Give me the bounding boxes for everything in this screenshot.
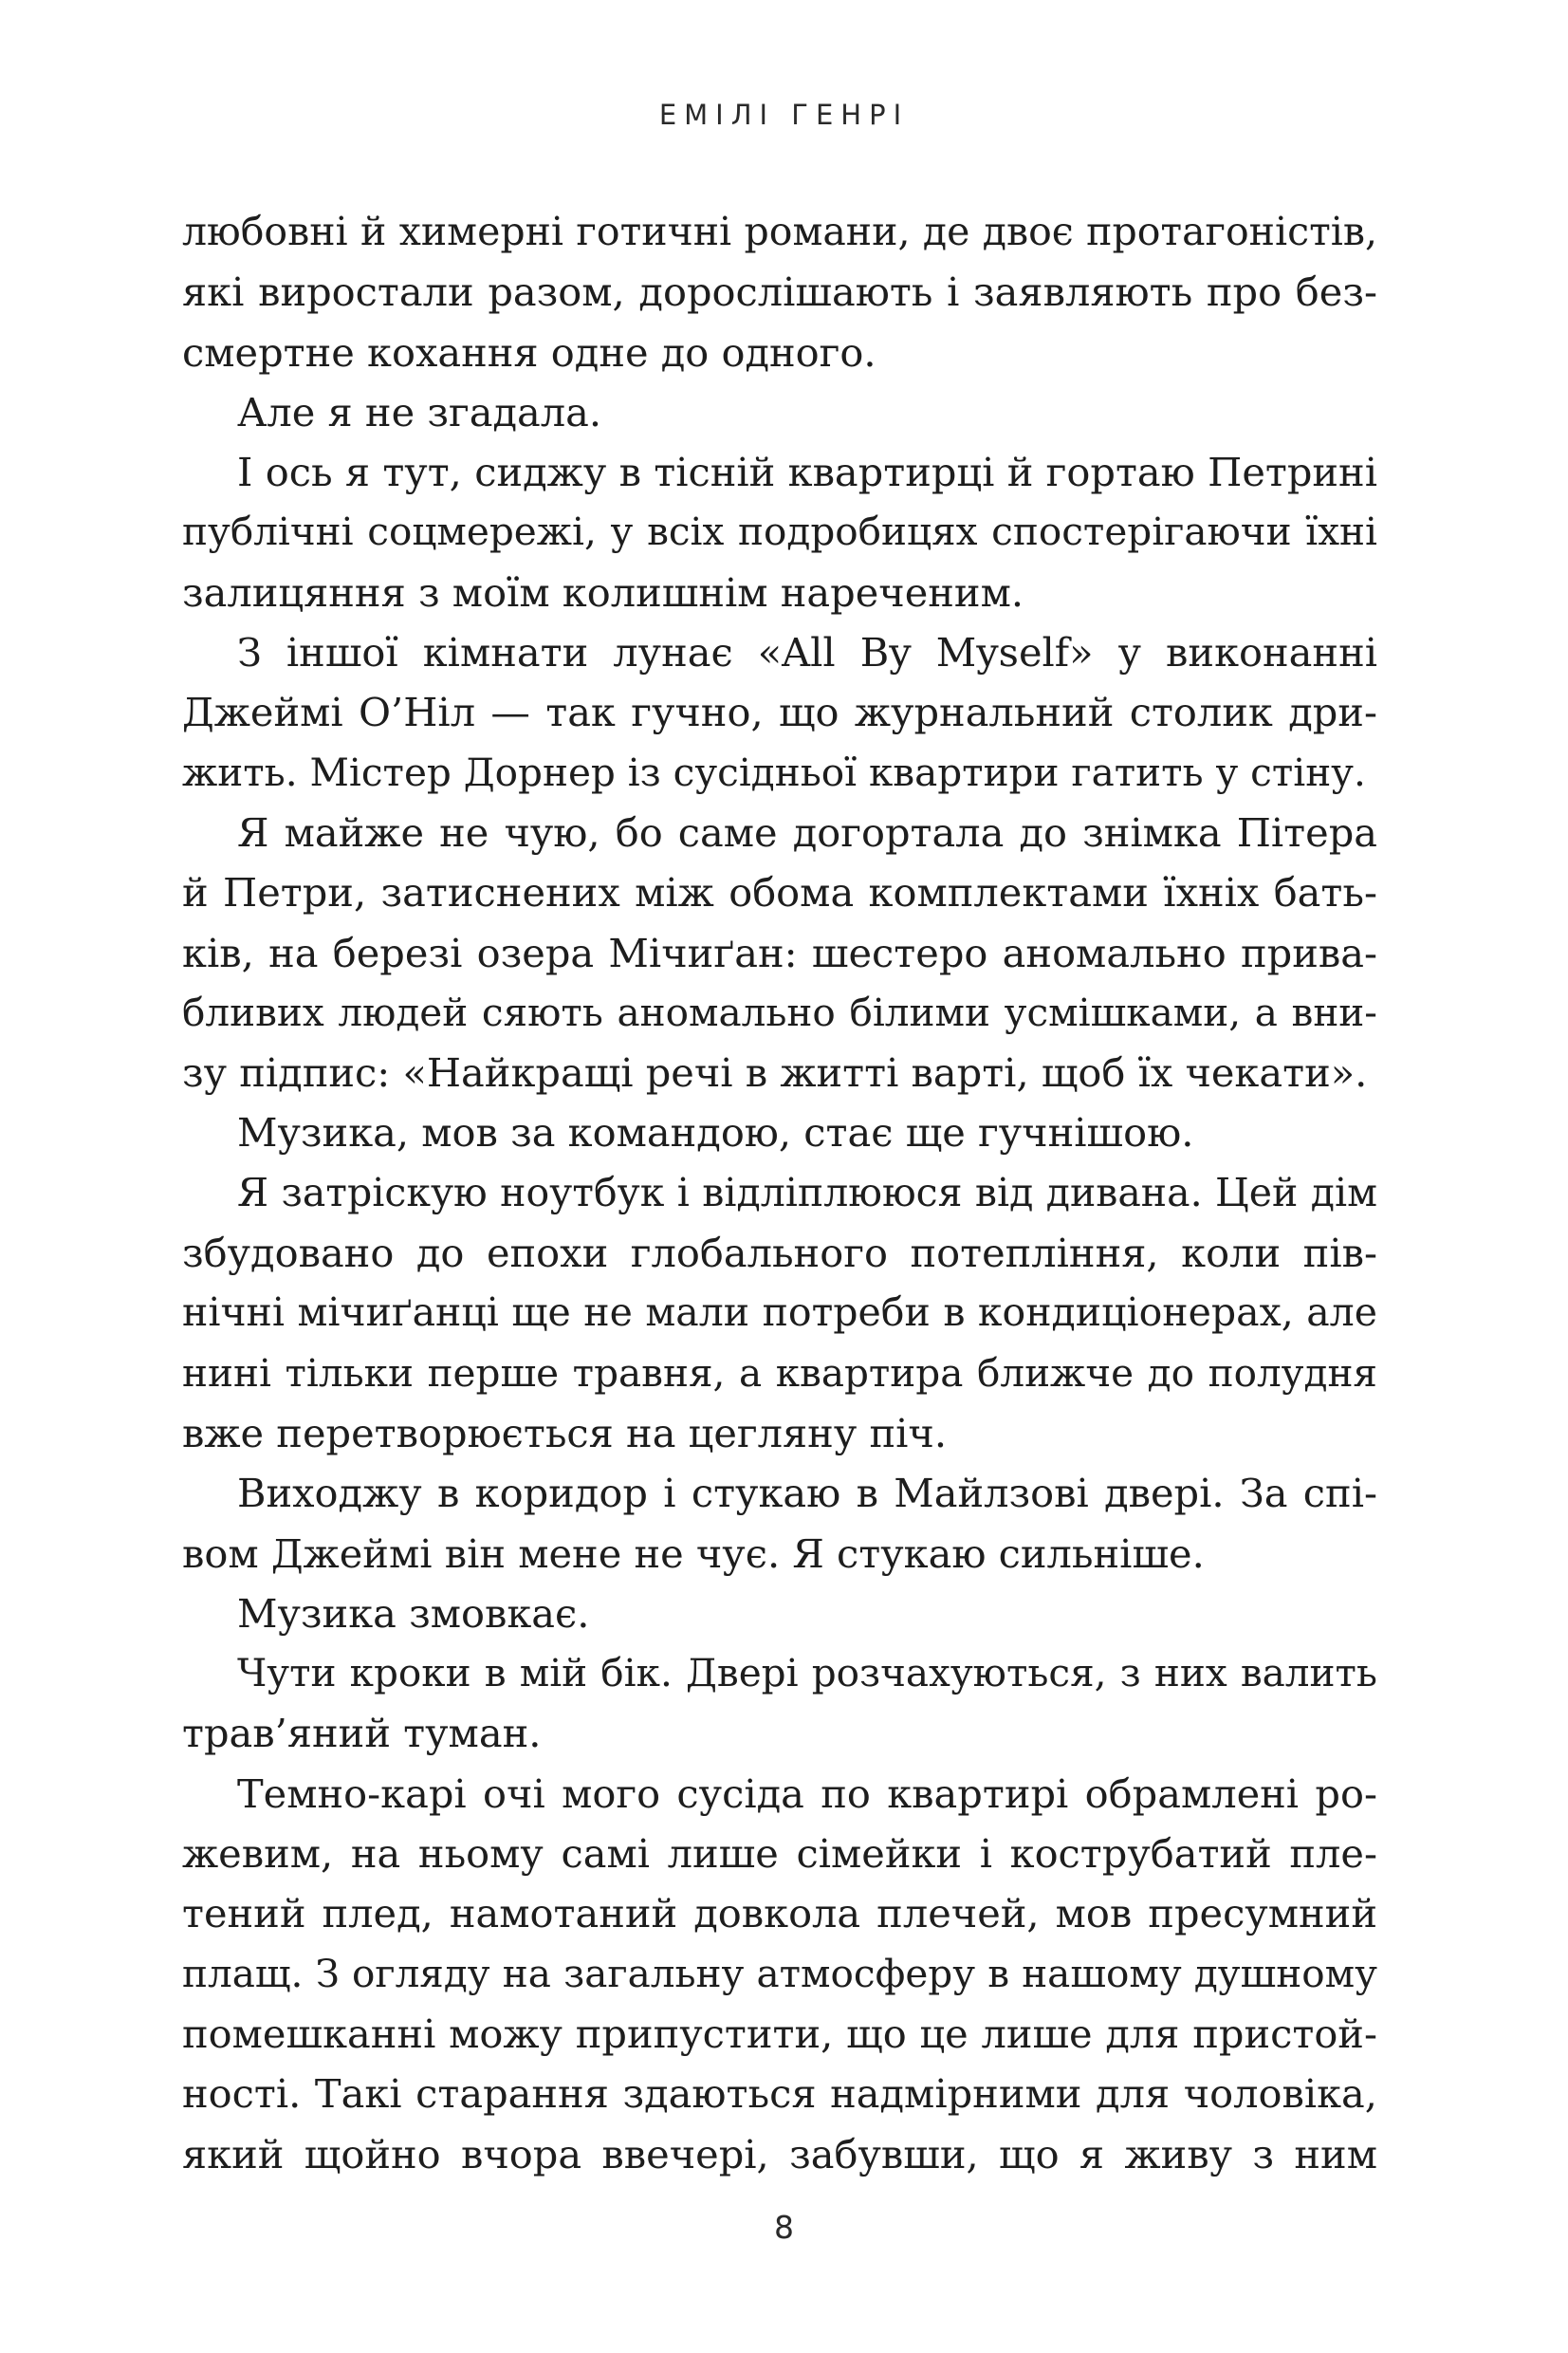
text-line: Я майже не чую, бо саме догортала до знімка Пітера	[237, 808, 1377, 856]
text-line: смертне кохання одне до одного.	[182, 328, 876, 376]
running-header-author: ЕМІЛІ ГЕНРІ	[658, 99, 910, 131]
text-line: жить. Містер Дорнер із сусідньої квартири гатить у стіну.	[182, 749, 1366, 795]
text-line: жевим, на ньому самі лише сімейки і кострубатий пле-	[182, 1830, 1377, 1878]
text-line: який щойно вчора ввечері, забувши, що я живу з ним	[182, 2130, 1377, 2177]
text-line: Музика, мов за командою, стає ще гучнішою.	[237, 1109, 1194, 1157]
text-line: ності. Такі старання здаються надмірними для чоловіка,	[182, 2070, 1377, 2118]
text-line: Чути кроки в мій бік. Двері розчахуються, з них валить	[237, 1650, 1377, 1696]
text-line: залицяння з моїм колишнім нареченим.	[182, 568, 1024, 616]
text-line: З іншої кімнати лунає «All By Myself» у виконанні	[237, 629, 1377, 676]
text-line: трав’яний туман.	[182, 1710, 542, 1757]
text-line: вже перетворюється на цегляну піч.	[182, 1409, 948, 1456]
text-line: й Петри, затиснених між обома комплектами їхніх бать-	[182, 869, 1377, 917]
page-body-text	[182, 202, 1377, 2184]
text-line: любовні й химерні готичні романи, де двоє протагоністів,	[182, 209, 1377, 254]
text-line: збудовано до епохи глобального потепління, коли пів-	[182, 1230, 1377, 1277]
text-line: нині тільки перше травня, а квартира ближче до полудня	[182, 1349, 1377, 1396]
text-line: ків, на березі озера Мічиґан: шестеро аномально прива-	[182, 929, 1377, 976]
text-line: Але я не згадала.	[237, 388, 602, 435]
text-line: які виростали разом, дорослішають і заявляють про без-	[182, 269, 1377, 316]
text-line: плащ. З огляду на загальну атмосферу в нашому душному	[182, 1950, 1377, 1996]
text-line: І ось я тут, сиджу в тісній квартирці й гортаю Петрині	[237, 449, 1377, 496]
text-line: зу підпис: «Найкращі речі в житті варті, щоб їх чекати».	[182, 1049, 1368, 1097]
page-number: 8	[774, 2209, 794, 2246]
text-line: Джеймі О’Ніл — так гучно, що журнальний столик дри-	[182, 689, 1377, 736]
text-line: вом Джеймі він мене не чує. Я стукаю сильніше.	[182, 1529, 1205, 1577]
text-line: Музика змовкає.	[237, 1589, 590, 1637]
text-line: тений плед, намотаний довкола плечей, мов пресумний	[182, 1890, 1377, 1937]
text-line: Темно-карі очі мого сусіда по квартирі обрамлені ро-	[237, 1769, 1377, 1817]
text-line: нічні мічиґанці ще не мали потреби в кондиціонерах, але	[182, 1289, 1377, 1336]
text-line: публічні соцмережі, у всіх подробицях спостерігаючи їхні	[182, 509, 1377, 555]
text-line: Виходжу в коридор і стукаю в Майлзові двері. За спі-	[237, 1470, 1377, 1517]
text-line: бливих людей сяють аномально білими усмішками, а вни-	[182, 989, 1377, 1035]
text-line: Я затріскую ноутбук і відліплююся від дивана. Цей дім	[237, 1169, 1377, 1215]
text-line: помешканні можу припустити, що це лише для пристой-	[182, 2010, 1377, 2057]
